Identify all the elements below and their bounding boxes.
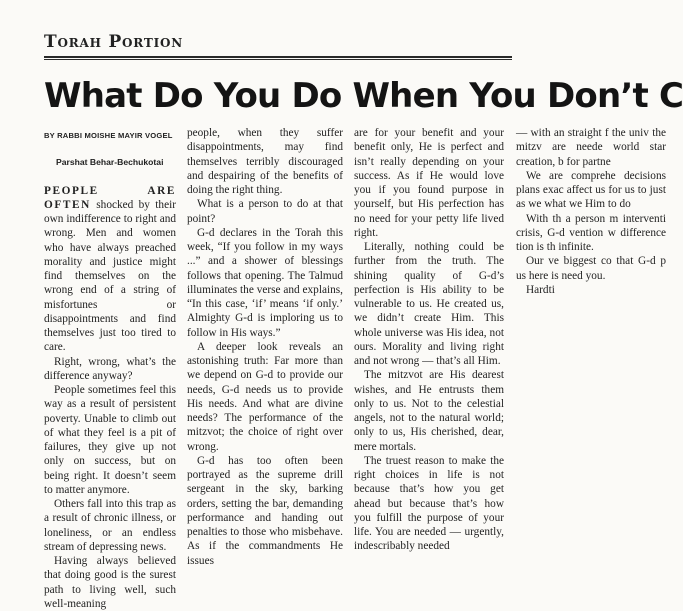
section-rule [44, 56, 512, 58]
article-paragraph: Hardti [526, 283, 555, 296]
article-paragraph: Others fall into this trap as a result of chronic illness, or loneliness, or an endless stream of depressing news. [44, 498, 176, 553]
article-paragraph: People sometimes feel this way as a result of persistent poverty. Unable to climb out of what they feel is a pit of failures, they give up not only on success, but on being right. It doesn’t seem to matter anymore. [44, 384, 176, 496]
article-paragraph: G-d has too often been portrayed as the supreme drill sergeant in the sky, barking orders, setting the bar, demanding performance and handing out penalties to those who misbehave. As if the commandments He issues [187, 454, 343, 567]
article-paragraph: We are comprehe decisions plans exac affect us for us to just as we what we Him to do [516, 169, 666, 211]
article-column-1 [44, 126, 176, 610]
byline: BY RABBI MOISHE MAYIR VOGEL [44, 131, 173, 140]
article-column-2 [187, 126, 343, 567]
article-paragraph: A deeper look reveals an astonishing truth: Far more than we depend on G-d to provide our needs, G-d needs us to provide His needs. And what are divine needs? The performance of the mitzvot; the choice of right over wrong. [187, 340, 343, 453]
article-paragraph: — with an straight f the univ the mitzv are neede world star creation, b for partne [516, 127, 666, 168]
headline: What Do You Do When You Don’t C [44, 76, 683, 116]
article-paragraph: What is a person to do at that point? [187, 198, 343, 225]
article-paragraph: With th a person m interventi crisis, G-d vention w difference tion is th infinite. [516, 212, 666, 253]
section-label: Torah Portion [44, 32, 184, 52]
article-paragraph: Literally, nothing could be further from the truth. The shining quality of G-d’s perfection is His ability to be vulnerable to us. He created us, we didn’t create Him. This whole universe was His idea, not ours. Morality and living right and not wrong — that’s all Him. [354, 241, 504, 367]
article-paragraph: are for your benefit and your benefit only, He is perfect and isn’t really depending on your success. As if He would love you if you found purpose in yourself, but His perfection has no need for your petty life lived right. [354, 127, 504, 239]
lead-in-caps: PEOPLE ARE OFTEN [44, 184, 176, 211]
parsha-name: Parshat Behar-Bechukotai [56, 157, 164, 168]
article-column-3 [354, 126, 504, 553]
article-paragraph: The truest reason to make the right choices in life is not because that’s how you get ahead but because that’s how you fulfill the purpose of your life. You are needed — urgently, indescribably needed [354, 454, 504, 553]
article-paragraph: Right, wrong, what’s the difference anyway? [44, 355, 176, 382]
article-paragraph: PEOPLE ARE OFTEN shocked by their own indifference to right and wrong. Men and women who have always preached morality and justice might find themselves on the wrong end of a string of misfortunes or disappointments and find themselves just too tired to care. [44, 184, 176, 354]
article-paragraph: Our ve biggest co that G-d p us here is need you. [516, 255, 666, 282]
article-paragraph: The mitzvot are His dearest wishes, and He entrusts them only to us. Not to the celestial angels, not to the natural world; only to us, His cherished, dear, mere mortals. [354, 369, 504, 453]
article-paragraph: Having always believed that doing good is the surest path to living well, such well-meaning [44, 555, 176, 610]
section-rule-thin [44, 59, 512, 60]
article-column-4 [516, 126, 666, 512]
article-paragraph: people, when they suffer disappointments, may find themselves terribly discouraged and despairing of the benefits of doing the right thing. [187, 127, 343, 196]
article-paragraph: G-d declares in the Torah this week, “If you follow in my ways ...” and a shower of blessings follows that opening. The Talmud illuminates the verse and explains, “In this case, ‘if’ means ‘if only.’ Almighty G-d is imploring us to follow in His ways.” [187, 226, 343, 339]
